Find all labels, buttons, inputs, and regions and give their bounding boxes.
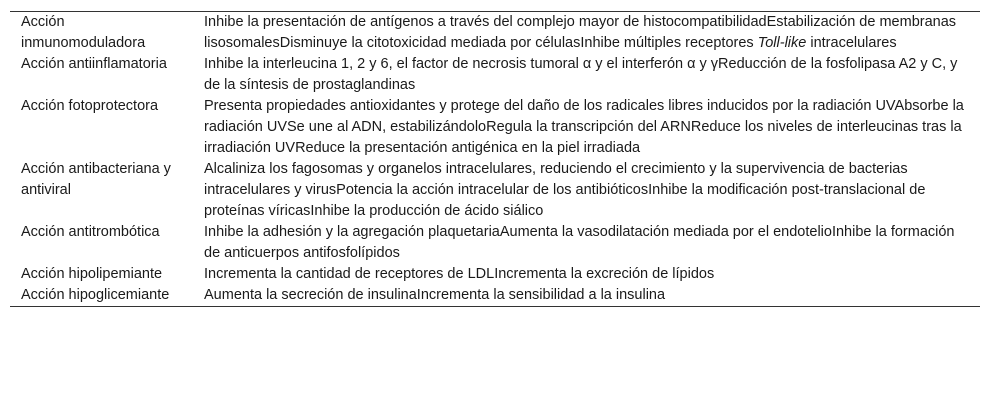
action-cell: Acción antitrombótica: [21, 224, 160, 240]
effect-text: Disminuye la citotoxicidad mediada por células: [279, 35, 581, 51]
effect-text: Se une al ADN, estabilizándolo: [287, 119, 487, 135]
effect-text: Inhibe múltiples receptores Toll-like intracelulares: [580, 35, 897, 51]
table-row: [10, 264, 980, 285]
effect-text: Incrementa la cantidad de receptores de LDL: [204, 266, 495, 282]
effect-text: Incrementa la sensibilidad a la insulina: [416, 287, 666, 303]
effect-text: Alcaliniza los fagosomas y organelos intracelulares, reduciendo el crecimiento y la supervivencia de bacterias intracelulares y virus: [204, 161, 908, 198]
effect-text: Estabilización de membranas lisosomales: [204, 14, 957, 51]
effects-cell: [198, 96, 980, 159]
action-cell: Acción antibacteriana y antiviral: [21, 161, 171, 198]
table-row: [10, 285, 980, 307]
effect-text: Presenta propiedades antioxidantes y protege del daño de los radicales libres inducidos por la radiación UV: [204, 98, 895, 114]
action-cell: Acción fotoprotectora: [21, 98, 159, 114]
effect-text: Inhibe la presentación de antígenos a través del complejo mayor de histocompatibilidad: [204, 14, 767, 30]
effect-text: Absorbe la radiación UV: [204, 98, 964, 135]
effect-text: Inhibe la interleucina 1, 2 y 6, el factor de necrosis tumoral α y el interferón α y γ: [204, 56, 719, 72]
effect-text: Potencia la acción intracelular de los antibióticos: [336, 182, 649, 198]
table-row: [10, 159, 980, 222]
effect-text: Incrementa la excreción de lípidos: [494, 266, 715, 282]
table-row: [10, 54, 980, 96]
effects-cell: [198, 264, 980, 285]
effect-text: Reduce la presentación antigénica en la piel irradiada: [295, 140, 641, 156]
action-cell: Acción hipoglicemiante: [21, 287, 170, 303]
table-body: [10, 12, 980, 307]
effects-cell: [198, 159, 980, 222]
effects-cell: [198, 285, 980, 307]
table-row: [10, 96, 980, 159]
effect-text: Reduce los niveles de interleucinas tras la irradiación UV: [204, 119, 962, 156]
effect-text: Inhibe la adhesión y la agregación plaquetaria: [204, 224, 500, 240]
mechanisms-table: [10, 11, 980, 307]
action-cell: Acción antiinflamatoria: [21, 56, 167, 72]
effect-text: Reducción de la fosfolipasa A2 y C, y de la síntesis de prostaglandinas: [204, 56, 958, 93]
effect-text: Inhibe la formación de anticuerpos antifosfolípidos: [204, 224, 955, 261]
effects-cell: [198, 222, 980, 264]
effects-cell: [198, 12, 980, 55]
effect-text: Inhibe la modificación post-translacional de proteínas víricas: [204, 182, 926, 219]
effect-text: Regula la transcripción del ARN: [486, 119, 691, 135]
table-row: [10, 12, 980, 55]
effect-text: Aumenta la vasodilatación mediada por el endotelio: [499, 224, 832, 240]
table-row: [10, 222, 980, 264]
mechanisms-table-container: [10, 11, 980, 307]
action-cell: Acción hipolipemiante: [21, 266, 163, 282]
effect-text: Aumenta la secreción de insulina: [204, 287, 417, 303]
effect-text: Inhibe la producción de ácido siálico: [310, 203, 544, 219]
effects-cell: [198, 54, 980, 96]
action-cell: Acción inmunomoduladora: [21, 14, 146, 51]
